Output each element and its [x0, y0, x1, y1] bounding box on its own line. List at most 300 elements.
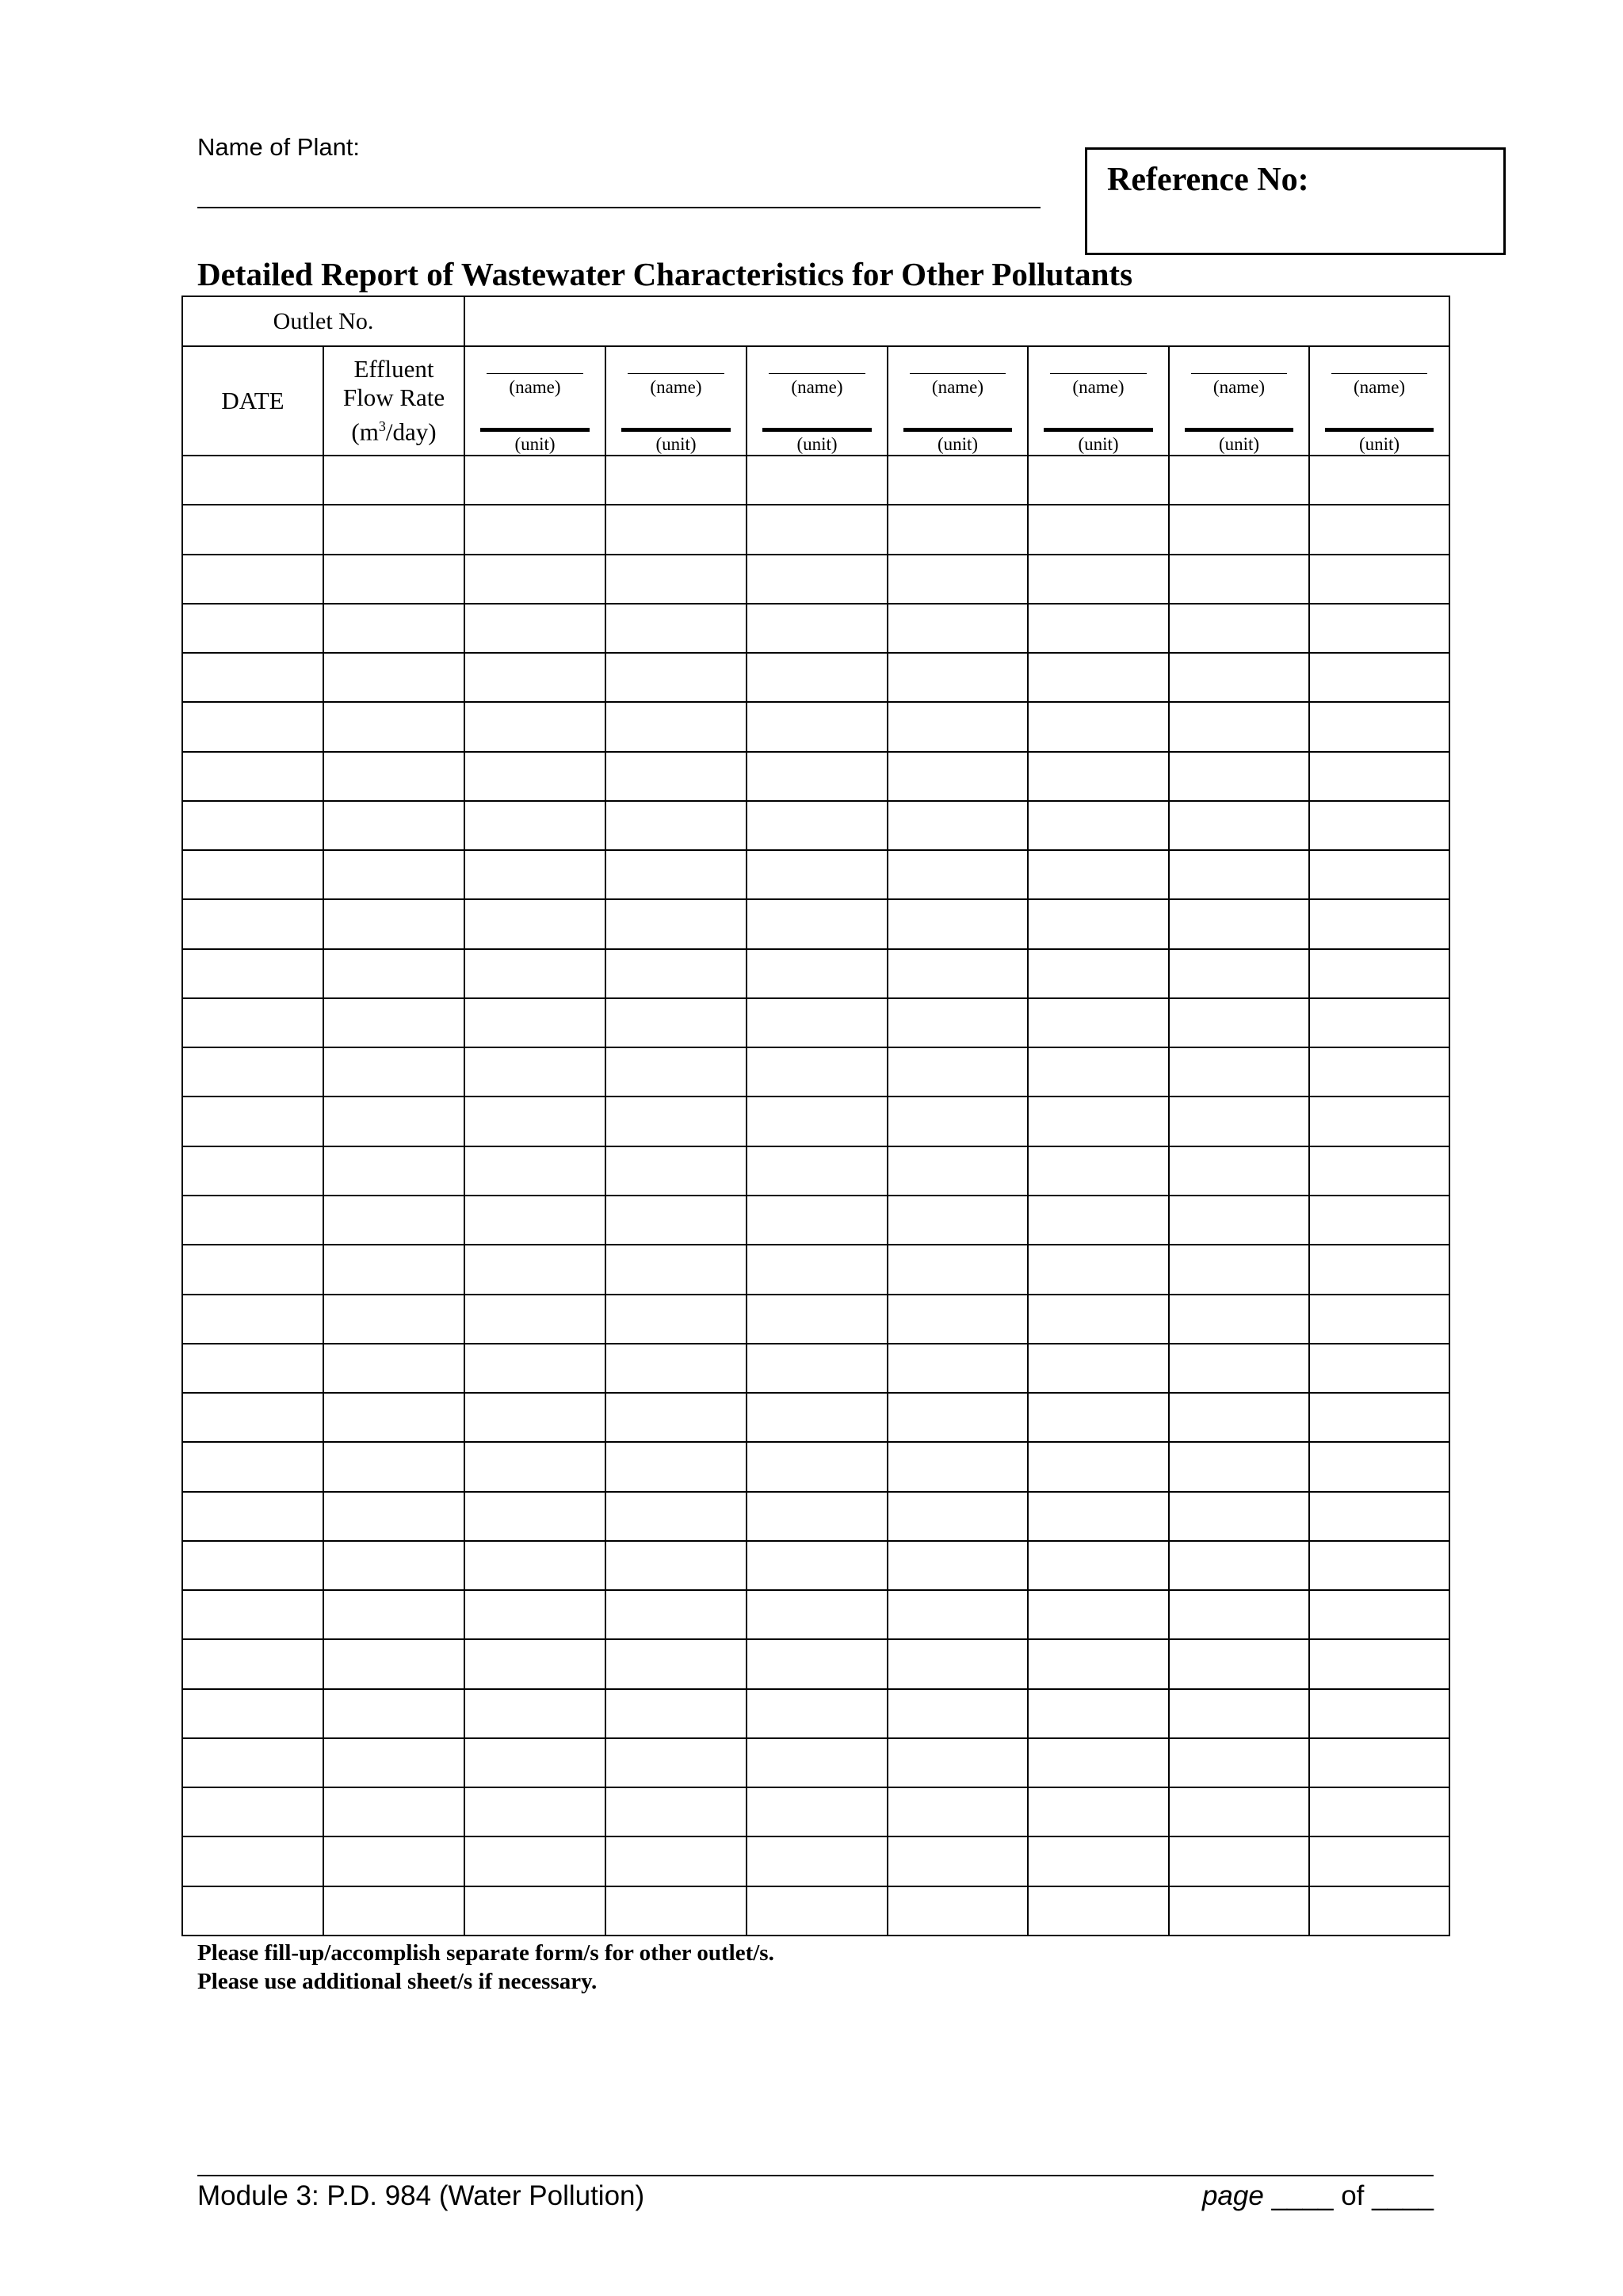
parameter-value-cell[interactable]	[1028, 899, 1169, 948]
parameter-value-cell[interactable]	[464, 850, 605, 899]
parameter-value-cell[interactable]	[1169, 1196, 1309, 1245]
parameter-value-cell[interactable]	[1028, 1492, 1169, 1541]
date-cell[interactable]	[182, 998, 323, 1047]
parameter-value-cell[interactable]	[1309, 899, 1449, 948]
parameter-value-cell[interactable]	[605, 1886, 747, 1936]
parameter-value-cell[interactable]	[605, 1047, 747, 1097]
parameter-value-cell[interactable]	[1309, 1393, 1449, 1442]
parameter-value-cell[interactable]	[1028, 1442, 1169, 1491]
parameter-value-cell[interactable]	[464, 1492, 605, 1541]
parameter-value-cell[interactable]	[605, 653, 747, 702]
parameter-value-cell[interactable]	[605, 1738, 747, 1787]
parameter-value-cell[interactable]	[888, 604, 1028, 653]
parameter-value-cell[interactable]	[1309, 1639, 1449, 1688]
date-cell[interactable]	[182, 653, 323, 702]
parameter-value-cell[interactable]	[464, 1097, 605, 1146]
parameter-value-cell[interactable]	[1169, 1639, 1309, 1688]
parameter-value-cell[interactable]	[1309, 998, 1449, 1047]
parameter-value-cell[interactable]	[1309, 702, 1449, 751]
parameter-value-cell[interactable]	[888, 949, 1028, 998]
flow-rate-cell[interactable]	[323, 1590, 464, 1639]
parameter-value-cell[interactable]	[1169, 1836, 1309, 1886]
parameter-value-cell[interactable]	[888, 1886, 1028, 1936]
parameter-value-cell[interactable]	[1169, 1492, 1309, 1541]
parameter-unit-field[interactable]	[1185, 428, 1293, 432]
date-cell[interactable]	[182, 505, 323, 554]
parameter-value-cell[interactable]	[888, 1393, 1028, 1442]
parameter-value-cell[interactable]	[1169, 850, 1309, 899]
flow-rate-cell[interactable]	[323, 653, 464, 702]
parameter-value-cell[interactable]	[1169, 1047, 1309, 1097]
flow-rate-cell[interactable]	[323, 1787, 464, 1836]
date-cell[interactable]	[182, 1047, 323, 1097]
parameter-value-cell[interactable]	[1028, 1047, 1169, 1097]
page-number-blank[interactable]: ____	[1271, 2180, 1334, 2211]
parameter-value-cell[interactable]	[747, 1245, 888, 1294]
parameter-value-cell[interactable]	[464, 1738, 605, 1787]
plant-name-field[interactable]	[197, 207, 1041, 208]
parameter-value-cell[interactable]	[1028, 1836, 1169, 1886]
parameter-value-cell[interactable]	[1169, 1097, 1309, 1146]
parameter-value-cell[interactable]	[888, 1295, 1028, 1344]
flow-rate-cell[interactable]	[323, 456, 464, 505]
parameter-value-cell[interactable]	[888, 1245, 1028, 1294]
parameter-value-cell[interactable]	[464, 1541, 605, 1590]
flow-rate-cell[interactable]	[323, 1393, 464, 1442]
parameter-value-cell[interactable]	[605, 1393, 747, 1442]
parameter-value-cell[interactable]	[1169, 1442, 1309, 1491]
flow-rate-cell[interactable]	[323, 850, 464, 899]
parameter-value-cell[interactable]	[1169, 752, 1309, 801]
parameter-value-cell[interactable]	[605, 604, 747, 653]
parameter-value-cell[interactable]	[1028, 1393, 1169, 1442]
date-cell[interactable]	[182, 1442, 323, 1491]
parameter-value-cell[interactable]	[1309, 1689, 1449, 1738]
parameter-value-cell[interactable]	[605, 1295, 747, 1344]
parameter-value-cell[interactable]	[1028, 1097, 1169, 1146]
page-total-blank[interactable]: ____	[1372, 2180, 1434, 2211]
parameter-value-cell[interactable]	[1309, 1836, 1449, 1886]
parameter-value-cell[interactable]	[1309, 1541, 1449, 1590]
date-cell[interactable]	[182, 1738, 323, 1787]
parameter-value-cell[interactable]	[747, 1097, 888, 1146]
flow-rate-cell[interactable]	[323, 949, 464, 998]
parameter-value-cell[interactable]	[464, 1836, 605, 1886]
parameter-value-cell[interactable]	[1028, 505, 1169, 554]
parameter-value-cell[interactable]	[747, 1442, 888, 1491]
parameter-name-field[interactable]	[1191, 373, 1287, 374]
parameter-value-cell[interactable]	[747, 1492, 888, 1541]
date-cell[interactable]	[182, 1541, 323, 1590]
parameter-value-cell[interactable]	[605, 555, 747, 604]
parameter-value-cell[interactable]	[1309, 1886, 1449, 1936]
reference-no-box[interactable]	[1085, 147, 1506, 255]
parameter-value-cell[interactable]	[747, 1196, 888, 1245]
date-cell[interactable]	[182, 1097, 323, 1146]
date-cell[interactable]	[182, 949, 323, 998]
parameter-value-cell[interactable]	[464, 1590, 605, 1639]
date-cell[interactable]	[182, 1344, 323, 1393]
parameter-value-cell[interactable]	[888, 752, 1028, 801]
parameter-value-cell[interactable]	[888, 1146, 1028, 1196]
flow-rate-cell[interactable]	[323, 801, 464, 850]
parameter-value-cell[interactable]	[747, 702, 888, 751]
parameter-value-cell[interactable]	[1028, 702, 1169, 751]
parameter-name-field[interactable]	[910, 373, 1006, 374]
parameter-value-cell[interactable]	[747, 1787, 888, 1836]
parameter-value-cell[interactable]	[464, 456, 605, 505]
flow-rate-cell[interactable]	[323, 1738, 464, 1787]
parameter-value-cell[interactable]	[605, 899, 747, 948]
parameter-value-cell[interactable]	[747, 1738, 888, 1787]
parameter-value-cell[interactable]	[464, 1639, 605, 1688]
parameter-name-field[interactable]	[1331, 373, 1427, 374]
parameter-unit-field[interactable]	[762, 428, 872, 432]
parameter-value-cell[interactable]	[1309, 1787, 1449, 1836]
parameter-value-cell[interactable]	[605, 1689, 747, 1738]
flow-rate-cell[interactable]	[323, 604, 464, 653]
outlet-no-label: Outlet No.	[182, 296, 464, 346]
parameter-value-cell[interactable]	[1169, 1787, 1309, 1836]
parameter-value-cell[interactable]	[1169, 1393, 1309, 1442]
parameter-value-cell[interactable]	[1028, 1146, 1169, 1196]
date-cell[interactable]	[182, 1196, 323, 1245]
parameter-value-cell[interactable]	[888, 1590, 1028, 1639]
parameter-value-cell[interactable]	[1028, 949, 1169, 998]
parameter-value-cell[interactable]	[1169, 653, 1309, 702]
table-row	[182, 702, 1449, 751]
outlet-no-field[interactable]	[464, 296, 1449, 346]
parameter-value-cell[interactable]	[1028, 801, 1169, 850]
parameter-value-cell[interactable]	[1028, 456, 1169, 505]
date-cell[interactable]	[182, 899, 323, 948]
parameter-value-cell[interactable]	[747, 899, 888, 948]
parameter-value-cell[interactable]	[464, 1787, 605, 1836]
parameter-value-cell[interactable]	[464, 1393, 605, 1442]
parameter-value-cell[interactable]	[1169, 604, 1309, 653]
parameter-value-cell[interactable]	[888, 850, 1028, 899]
plant-name-label: Name of Plant:	[197, 133, 361, 161]
parameter-value-cell[interactable]	[1169, 505, 1309, 554]
footer-module: Module 3: P.D. 984 (Water Pollution)	[197, 2180, 645, 2211]
parameter-unit-field[interactable]	[1325, 428, 1434, 432]
parameter-unit-field[interactable]	[621, 428, 731, 432]
parameter-value-cell[interactable]	[464, 653, 605, 702]
parameter-value-cell[interactable]	[1309, 949, 1449, 998]
parameter-value-cell[interactable]	[1169, 899, 1309, 948]
parameter-value-cell[interactable]	[1169, 456, 1309, 505]
parameter-value-cell[interactable]	[747, 1393, 888, 1442]
table-row	[182, 1442, 1449, 1491]
parameter-value-cell[interactable]	[747, 801, 888, 850]
parameter-value-cell[interactable]	[1028, 653, 1169, 702]
parameter-value-cell[interactable]	[464, 1689, 605, 1738]
table-row	[182, 1836, 1449, 1886]
parameter-value-cell[interactable]	[1028, 1886, 1169, 1936]
parameter-value-cell[interactable]	[747, 555, 888, 604]
parameter-value-cell[interactable]	[464, 801, 605, 850]
parameter-value-cell[interactable]	[1309, 604, 1449, 653]
parameter-value-cell[interactable]	[1028, 1787, 1169, 1836]
parameter-value-cell[interactable]	[1309, 1146, 1449, 1196]
parameter-value-cell[interactable]	[464, 604, 605, 653]
parameter-value-cell[interactable]	[747, 1047, 888, 1097]
parameter-value-cell[interactable]	[1309, 1492, 1449, 1541]
parameter-value-cell[interactable]	[1309, 1097, 1449, 1146]
parameter-value-cell[interactable]	[747, 1836, 888, 1886]
flow-rate-cell[interactable]	[323, 1196, 464, 1245]
parameter-value-cell[interactable]	[605, 1590, 747, 1639]
parameter-value-cell[interactable]	[1309, 1196, 1449, 1245]
parameter-value-cell[interactable]	[605, 1639, 747, 1688]
parameter-value-cell[interactable]	[747, 1689, 888, 1738]
parameter-value-cell[interactable]	[1309, 1590, 1449, 1639]
parameter-value-cell[interactable]	[747, 653, 888, 702]
parameter-value-cell[interactable]	[464, 1196, 605, 1245]
parameter-value-cell[interactable]	[888, 1047, 1028, 1097]
parameter-value-cell[interactable]	[888, 1836, 1028, 1886]
parameter-value-cell[interactable]	[605, 1245, 747, 1294]
parameter-value-cell[interactable]	[605, 702, 747, 751]
parameter-value-cell[interactable]	[464, 949, 605, 998]
parameter-value-cell[interactable]	[1169, 1738, 1309, 1787]
flow-header-unit-sup: 3	[378, 418, 386, 435]
parameter-value-cell[interactable]	[605, 505, 747, 554]
parameter-value-cell[interactable]	[1309, 456, 1449, 505]
flow-rate-cell[interactable]	[323, 1886, 464, 1936]
parameter-name-field[interactable]	[769, 373, 865, 374]
parameter-value-cell[interactable]	[1309, 555, 1449, 604]
parameter-value-cell[interactable]	[1169, 1541, 1309, 1590]
parameter-value-cell[interactable]	[747, 1541, 888, 1590]
parameter-value-cell[interactable]	[1169, 555, 1309, 604]
parameter-value-cell[interactable]	[1309, 1344, 1449, 1393]
flow-rate-cell[interactable]	[323, 899, 464, 948]
parameter-value-cell[interactable]	[747, 456, 888, 505]
parameter-value-cell[interactable]	[605, 1344, 747, 1393]
parameter-value-cell[interactable]	[747, 752, 888, 801]
date-cell[interactable]	[182, 1886, 323, 1936]
parameter-value-cell[interactable]	[464, 1245, 605, 1294]
date-cell[interactable]	[182, 752, 323, 801]
flow-rate-cell[interactable]	[323, 1245, 464, 1294]
parameter-value-cell[interactable]	[747, 1590, 888, 1639]
date-cell[interactable]	[182, 1393, 323, 1442]
date-cell[interactable]	[182, 801, 323, 850]
parameter-value-cell[interactable]	[888, 899, 1028, 948]
parameter-name-label: (name)	[1072, 377, 1125, 397]
parameter-value-cell[interactable]	[747, 505, 888, 554]
flow-rate-cell[interactable]	[323, 505, 464, 554]
parameter-value-cell[interactable]	[1028, 1590, 1169, 1639]
parameter-value-cell[interactable]	[888, 1196, 1028, 1245]
flow-rate-cell[interactable]	[323, 1689, 464, 1738]
parameter-value-cell[interactable]	[888, 998, 1028, 1047]
date-cell[interactable]	[182, 1295, 323, 1344]
parameter-value-cell[interactable]	[1169, 801, 1309, 850]
flow-rate-cell[interactable]	[323, 702, 464, 751]
parameter-value-cell[interactable]	[1309, 850, 1449, 899]
date-cell[interactable]	[182, 555, 323, 604]
parameter-value-cell[interactable]	[1028, 604, 1169, 653]
parameter-value-cell[interactable]	[747, 949, 888, 998]
parameter-value-cell[interactable]	[605, 1146, 747, 1196]
parameter-value-cell[interactable]	[1028, 752, 1169, 801]
parameter-value-cell[interactable]	[1028, 555, 1169, 604]
parameter-value-cell[interactable]	[464, 1344, 605, 1393]
flow-rate-cell[interactable]	[323, 1836, 464, 1886]
parameter-value-cell[interactable]	[888, 1097, 1028, 1146]
flow-rate-cell[interactable]	[323, 1639, 464, 1688]
parameter-value-cell[interactable]	[888, 505, 1028, 554]
parameter-value-cell[interactable]	[1309, 1738, 1449, 1787]
parameter-name-field[interactable]	[487, 373, 583, 374]
parameter-value-cell[interactable]	[605, 1196, 747, 1245]
parameter-value-cell[interactable]	[1028, 1541, 1169, 1590]
flow-rate-cell[interactable]	[323, 1146, 464, 1196]
parameter-value-cell[interactable]	[1028, 1689, 1169, 1738]
table-row	[182, 998, 1449, 1047]
parameter-value-cell[interactable]	[888, 456, 1028, 505]
parameter-value-cell[interactable]	[1028, 1639, 1169, 1688]
parameter-value-cell[interactable]	[464, 505, 605, 554]
parameter-value-cell[interactable]	[747, 850, 888, 899]
parameter-value-cell[interactable]	[888, 1639, 1028, 1688]
parameter-value-cell[interactable]	[1309, 752, 1449, 801]
parameter-name-field[interactable]	[628, 373, 724, 374]
flow-header-line2: Flow Rate	[342, 383, 445, 412]
parameter-value-cell[interactable]	[888, 1541, 1028, 1590]
parameter-value-cell[interactable]	[605, 949, 747, 998]
parameter-unit-field[interactable]	[903, 428, 1012, 432]
flow-rate-cell[interactable]	[323, 1295, 464, 1344]
parameter-value-cell[interactable]	[605, 1097, 747, 1146]
date-cell[interactable]	[182, 604, 323, 653]
parameter-value-cell[interactable]	[1169, 1245, 1309, 1294]
flow-rate-cell[interactable]	[323, 998, 464, 1047]
flow-rate-cell[interactable]	[323, 752, 464, 801]
parameter-column-header	[464, 346, 605, 456]
flow-rate-cell[interactable]	[323, 1344, 464, 1393]
parameter-value-cell[interactable]	[1028, 998, 1169, 1047]
parameter-unit-field[interactable]	[1044, 428, 1153, 432]
parameter-value-cell[interactable]	[605, 752, 747, 801]
parameter-value-cell[interactable]	[605, 1836, 747, 1886]
date-cell[interactable]	[182, 456, 323, 505]
flow-rate-cell[interactable]	[323, 1541, 464, 1590]
flow-rate-cell[interactable]	[323, 1492, 464, 1541]
parameter-value-cell[interactable]	[747, 1146, 888, 1196]
flow-rate-cell[interactable]	[323, 555, 464, 604]
parameter-value-cell[interactable]	[888, 1492, 1028, 1541]
parameter-unit-field[interactable]	[480, 428, 590, 432]
parameter-value-cell[interactable]	[1309, 801, 1449, 850]
date-cell[interactable]	[182, 1689, 323, 1738]
parameter-value-cell[interactable]	[605, 456, 747, 505]
date-cell[interactable]	[182, 1146, 323, 1196]
parameter-value-cell[interactable]	[888, 1738, 1028, 1787]
parameter-value-cell[interactable]	[888, 1787, 1028, 1836]
parameter-value-cell[interactable]	[1169, 1146, 1309, 1196]
date-cell[interactable]	[182, 1639, 323, 1688]
parameter-value-cell[interactable]	[1309, 1047, 1449, 1097]
parameter-value-cell[interactable]	[605, 1541, 747, 1590]
parameter-value-cell[interactable]	[1169, 1689, 1309, 1738]
parameter-value-cell[interactable]	[1028, 850, 1169, 899]
parameter-value-cell[interactable]	[1169, 949, 1309, 998]
parameter-value-cell[interactable]	[464, 1442, 605, 1491]
parameter-value-cell[interactable]	[888, 1344, 1028, 1393]
parameter-value-cell[interactable]	[1169, 1295, 1309, 1344]
parameter-value-cell[interactable]	[888, 801, 1028, 850]
date-cell[interactable]	[182, 1836, 323, 1886]
parameter-value-cell[interactable]	[464, 998, 605, 1047]
parameter-value-cell[interactable]	[464, 555, 605, 604]
date-cell[interactable]	[182, 1492, 323, 1541]
parameter-value-cell[interactable]	[747, 1344, 888, 1393]
parameter-value-cell[interactable]	[1169, 998, 1309, 1047]
parameter-value-cell[interactable]	[464, 752, 605, 801]
parameter-value-cell[interactable]	[605, 998, 747, 1047]
parameter-value-cell[interactable]	[464, 702, 605, 751]
date-cell[interactable]	[182, 1590, 323, 1639]
parameter-value-cell[interactable]	[605, 1492, 747, 1541]
date-cell[interactable]	[182, 850, 323, 899]
parameter-value-cell[interactable]	[747, 604, 888, 653]
date-cell[interactable]	[182, 1787, 323, 1836]
flow-rate-cell[interactable]	[323, 1442, 464, 1491]
parameter-value-cell[interactable]	[1028, 1295, 1169, 1344]
parameter-value-cell[interactable]	[747, 1639, 888, 1688]
parameter-value-cell[interactable]	[1169, 1344, 1309, 1393]
parameter-value-cell[interactable]	[1309, 653, 1449, 702]
parameter-value-cell[interactable]	[1169, 1886, 1309, 1936]
parameter-value-cell[interactable]	[464, 1295, 605, 1344]
parameter-value-cell[interactable]	[605, 801, 747, 850]
parameter-value-cell[interactable]	[464, 1146, 605, 1196]
parameter-value-cell[interactable]	[464, 1886, 605, 1936]
parameter-value-cell[interactable]	[1028, 1196, 1169, 1245]
parameter-value-cell[interactable]	[1028, 1738, 1169, 1787]
parameter-value-cell[interactable]	[1169, 1590, 1309, 1639]
parameter-value-cell[interactable]	[888, 555, 1028, 604]
parameter-value-cell[interactable]	[1309, 1442, 1449, 1491]
date-cell[interactable]	[182, 702, 323, 751]
parameter-value-cell[interactable]	[747, 998, 888, 1047]
parameter-value-cell[interactable]	[605, 1787, 747, 1836]
parameter-value-cell[interactable]	[1169, 702, 1309, 751]
parameter-value-cell[interactable]	[1309, 505, 1449, 554]
parameter-value-cell[interactable]	[1309, 1245, 1449, 1294]
parameter-value-cell[interactable]	[888, 702, 1028, 751]
parameter-value-cell[interactable]	[1309, 1295, 1449, 1344]
parameter-value-cell[interactable]	[605, 850, 747, 899]
parameter-value-cell[interactable]	[605, 1442, 747, 1491]
parameter-value-cell[interactable]	[1028, 1245, 1169, 1294]
parameter-value-cell[interactable]	[464, 899, 605, 948]
parameter-value-cell[interactable]	[888, 1689, 1028, 1738]
date-cell[interactable]	[182, 1245, 323, 1294]
flow-rate-cell[interactable]	[323, 1097, 464, 1146]
parameter-value-cell[interactable]	[1028, 1344, 1169, 1393]
parameter-value-cell[interactable]	[747, 1295, 888, 1344]
parameter-value-cell[interactable]	[888, 1442, 1028, 1491]
flow-rate-cell[interactable]	[323, 1047, 464, 1097]
parameter-value-cell[interactable]	[464, 1047, 605, 1097]
parameter-value-cell[interactable]	[747, 1886, 888, 1936]
parameter-value-cell[interactable]	[888, 653, 1028, 702]
parameter-name-field[interactable]	[1050, 373, 1147, 374]
